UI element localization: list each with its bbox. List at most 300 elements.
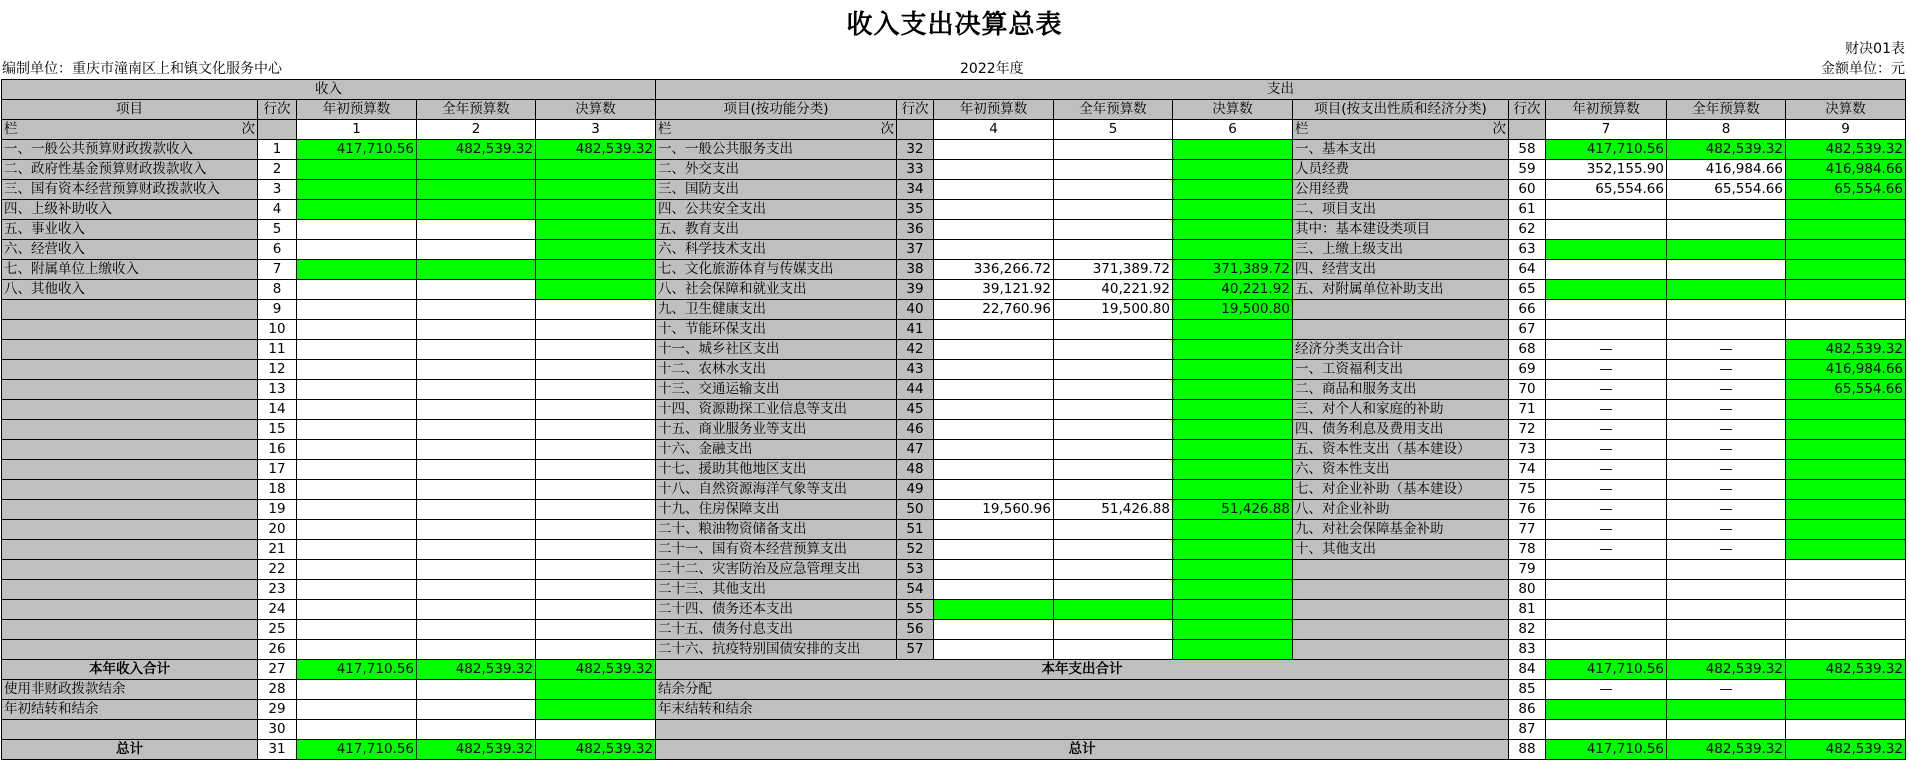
income-nianchu-value bbox=[297, 620, 417, 640]
ci-text: 次 bbox=[880, 121, 894, 137]
lan-text: 栏 bbox=[1295, 121, 1309, 137]
header-row-group bbox=[2, 80, 1906, 100]
econ-item-label: 一、基本支出 bbox=[1293, 140, 1509, 160]
func-nianchu-value: 19,560.96 bbox=[934, 500, 1054, 520]
income-quannian-value bbox=[417, 200, 536, 220]
econ-quannian-value: — bbox=[1667, 360, 1786, 380]
income-juesuan-value bbox=[536, 440, 656, 460]
econ-juesuan-value bbox=[1786, 460, 1906, 480]
func-juesuan-value bbox=[1173, 200, 1293, 220]
table-row bbox=[2, 640, 1906, 660]
income-item-label: 五、事业收入 bbox=[2, 220, 258, 240]
func-quannian-value bbox=[1054, 140, 1173, 160]
econ-quannian-value: 482,539.32 bbox=[1667, 140, 1786, 160]
econ-item-label: 十、其他支出 bbox=[1293, 540, 1509, 560]
econ-juesuan-value bbox=[1786, 600, 1906, 620]
income-juesuan-value bbox=[536, 640, 656, 660]
income-row-number: 15 bbox=[258, 420, 297, 440]
lan-text: 栏 bbox=[4, 121, 18, 137]
econ-quannian-value bbox=[1667, 220, 1786, 240]
func-item-label: 十五、商业服务业等支出 bbox=[656, 420, 897, 440]
income-item-label bbox=[2, 460, 258, 480]
func-nianchu-value bbox=[934, 460, 1054, 480]
income-juesuan-value: 482,539.32 bbox=[536, 140, 656, 160]
table-row bbox=[2, 540, 1906, 560]
func-juesuan-value bbox=[1173, 220, 1293, 240]
income-nianchu-value bbox=[297, 420, 417, 440]
fiscal-year: 2022年度 bbox=[960, 61, 1024, 77]
income-item-label bbox=[2, 300, 258, 320]
income-juesuan-value bbox=[536, 220, 656, 240]
income-row-number: 22 bbox=[258, 560, 297, 580]
econ-juesuan-value: 65,554.66 bbox=[1786, 180, 1906, 200]
func-item-label: 二十六、抗疫特别国债安排的支出 bbox=[656, 640, 897, 660]
income-nianchu-value bbox=[297, 340, 417, 360]
func-quannian-value bbox=[1054, 240, 1173, 260]
expense-item-label bbox=[656, 720, 1509, 740]
func-quannian-value bbox=[1054, 620, 1173, 640]
income-nianchu-value bbox=[297, 300, 417, 320]
expense-grand-nianchu: 417,710.56 bbox=[1546, 740, 1667, 760]
econ-juesuan-value bbox=[1786, 400, 1906, 420]
func-quannian-value: 40,221.92 bbox=[1054, 280, 1173, 300]
func-row-number: 33 bbox=[897, 160, 934, 180]
income-nianchu-value bbox=[297, 560, 417, 580]
econ-juesuan-value bbox=[1786, 580, 1906, 600]
col-juesuan: 决算数 bbox=[536, 100, 656, 120]
income-nianchu-value bbox=[297, 260, 417, 280]
header-row-lanci bbox=[2, 120, 1906, 140]
income-item-label bbox=[2, 500, 258, 520]
econ-nianchu-value: 352,155.90 bbox=[1546, 160, 1667, 180]
econ-row-number: 84 bbox=[1509, 660, 1546, 680]
income-row-number: 9 bbox=[258, 300, 297, 320]
income-item-label: 七、附属单位上缴收入 bbox=[2, 260, 258, 280]
income-row-number: 10 bbox=[258, 320, 297, 340]
func-nianchu-value bbox=[934, 540, 1054, 560]
table-row bbox=[2, 700, 1906, 720]
func-juesuan-value bbox=[1173, 600, 1293, 620]
func-item-label: 十九、住房保障支出 bbox=[656, 500, 897, 520]
income-item-label bbox=[2, 400, 258, 420]
income-nianchu-value bbox=[297, 520, 417, 540]
func-item-label: 七、文化旅游体育与传媒支出 bbox=[656, 260, 897, 280]
econ-item-label: 七、对企业补助（基本建设） bbox=[1293, 480, 1509, 500]
income-juesuan-value bbox=[536, 320, 656, 340]
income-nianchu-value: 417,710.56 bbox=[297, 140, 417, 160]
income-item-label bbox=[2, 620, 258, 640]
func-item-label: 二十五、债务付息支出 bbox=[656, 620, 897, 640]
econ-nianchu-value: — bbox=[1546, 340, 1667, 360]
func-item-label: 八、社会保障和就业支出 bbox=[656, 280, 897, 300]
ci-text: 次 bbox=[241, 121, 255, 137]
income-quannian-value bbox=[417, 440, 536, 460]
income-juesuan-value bbox=[536, 260, 656, 280]
func-nianchu-value bbox=[934, 320, 1054, 340]
econ-juesuan-value: 416,984.66 bbox=[1786, 360, 1906, 380]
func-quannian-value bbox=[1054, 380, 1173, 400]
income-juesuan-value bbox=[536, 160, 656, 180]
econ-nianchu-value: — bbox=[1546, 500, 1667, 520]
econ-item-label bbox=[1293, 640, 1509, 660]
income-total-row bbox=[2, 660, 1906, 680]
econ-row-number: 76 bbox=[1509, 500, 1546, 520]
income-row-number: 27 bbox=[258, 660, 297, 680]
income-nianchu-value bbox=[297, 240, 417, 260]
income-quannian-value bbox=[417, 520, 536, 540]
func-nianchu-value: 39,121.92 bbox=[934, 280, 1054, 300]
econ-item-label: 二、商品和服务支出 bbox=[1293, 380, 1509, 400]
func-juesuan-value: 51,426.88 bbox=[1173, 500, 1293, 520]
col-number: 5 bbox=[1054, 120, 1173, 140]
func-row-number: 56 bbox=[897, 620, 934, 640]
table-row bbox=[2, 220, 1906, 240]
econ-quannian-value: — bbox=[1667, 460, 1786, 480]
func-nianchu-value bbox=[934, 240, 1054, 260]
income-quannian-value bbox=[417, 360, 536, 380]
income-row-number: 11 bbox=[258, 340, 297, 360]
func-row-number: 57 bbox=[897, 640, 934, 660]
econ-row-number: 64 bbox=[1509, 260, 1546, 280]
econ-row-number: 85 bbox=[1509, 680, 1546, 700]
econ-item-label: 三、对个人和家庭的补助 bbox=[1293, 400, 1509, 420]
income-juesuan-value bbox=[536, 540, 656, 560]
econ-item-label bbox=[1293, 580, 1509, 600]
income-grand-juesuan: 482,539.32 bbox=[536, 740, 656, 760]
econ-nianchu-value bbox=[1546, 600, 1667, 620]
econ-quannian-value: 65,554.66 bbox=[1667, 180, 1786, 200]
func-juesuan-value bbox=[1173, 340, 1293, 360]
func-row-number: 52 bbox=[897, 540, 934, 560]
col-number: 2 bbox=[417, 120, 536, 140]
econ-quannian-value: — bbox=[1667, 400, 1786, 420]
income-nianchu-value bbox=[297, 540, 417, 560]
income-nianchu-value bbox=[297, 180, 417, 200]
func-row-number: 39 bbox=[897, 280, 934, 300]
income-nianchu-value bbox=[297, 400, 417, 420]
func-nianchu-value bbox=[934, 520, 1054, 540]
func-juesuan-value bbox=[1173, 440, 1293, 460]
func-quannian-value: 19,500.80 bbox=[1054, 300, 1173, 320]
income-juesuan-value bbox=[536, 180, 656, 200]
econ-juesuan-value bbox=[1786, 540, 1906, 560]
econ-item-label: 六、资本性支出 bbox=[1293, 460, 1509, 480]
income-header: 收入 bbox=[2, 80, 656, 100]
func-nianchu-value bbox=[934, 380, 1054, 400]
econ-quannian-value: — bbox=[1667, 500, 1786, 520]
econ-row-number: 78 bbox=[1509, 540, 1546, 560]
income-item-label: 四、上级补助收入 bbox=[2, 200, 258, 220]
econ-item-label: 公用经费 bbox=[1293, 180, 1509, 200]
func-juesuan-value bbox=[1173, 620, 1293, 640]
income-row-number: 12 bbox=[258, 360, 297, 380]
func-nianchu-value bbox=[934, 200, 1054, 220]
func-juesuan-value: 40,221.92 bbox=[1173, 280, 1293, 300]
func-quannian-value bbox=[1054, 180, 1173, 200]
func-row-number: 41 bbox=[897, 320, 934, 340]
func-quannian-value bbox=[1054, 580, 1173, 600]
income-juesuan-value bbox=[536, 500, 656, 520]
func-quannian-value bbox=[1054, 560, 1173, 580]
col-number: 1 bbox=[297, 120, 417, 140]
income-row-number: 19 bbox=[258, 500, 297, 520]
func-row-number: 53 bbox=[897, 560, 934, 580]
econ-item-label: 四、经营支出 bbox=[1293, 260, 1509, 280]
income-total-quannian: 482,539.32 bbox=[417, 660, 536, 680]
table-row bbox=[2, 340, 1906, 360]
func-item-label: 二十四、债务还本支出 bbox=[656, 600, 897, 620]
table-row bbox=[2, 260, 1906, 280]
income-row-number: 28 bbox=[258, 680, 297, 700]
col-quannian: 全年预算数 bbox=[1054, 100, 1173, 120]
econ-quannian-value: — bbox=[1667, 680, 1786, 700]
income-quannian-value bbox=[417, 320, 536, 340]
income-juesuan-value bbox=[536, 340, 656, 360]
table-row bbox=[2, 200, 1906, 220]
income-item-label bbox=[2, 320, 258, 340]
econ-quannian-value bbox=[1667, 320, 1786, 340]
func-row-number: 48 bbox=[897, 460, 934, 480]
func-juesuan-value bbox=[1173, 160, 1293, 180]
func-juesuan-value bbox=[1173, 480, 1293, 500]
income-nianchu-value bbox=[297, 600, 417, 620]
income-quannian-value bbox=[417, 700, 536, 720]
econ-quannian-value bbox=[1667, 560, 1786, 580]
func-item-label: 九、卫生健康支出 bbox=[656, 300, 897, 320]
econ-quannian-value: — bbox=[1667, 340, 1786, 360]
econ-item-label: 四、债务利息及费用支出 bbox=[1293, 420, 1509, 440]
func-row-number: 35 bbox=[897, 200, 934, 220]
func-quannian-value bbox=[1054, 420, 1173, 440]
table-row bbox=[2, 400, 1906, 420]
econ-item-label: 人员经费 bbox=[1293, 160, 1509, 180]
table-row bbox=[2, 680, 1906, 700]
econ-item-label: 五、对附属单位补助支出 bbox=[1293, 280, 1509, 300]
income-quannian-value bbox=[417, 280, 536, 300]
econ-item-label: 三、上缴上级支出 bbox=[1293, 240, 1509, 260]
econ-item-label bbox=[1293, 620, 1509, 640]
income-row-number: 13 bbox=[258, 380, 297, 400]
econ-nianchu-value bbox=[1546, 260, 1667, 280]
income-grand-nianchu: 417,710.56 bbox=[297, 740, 417, 760]
income-quannian-value bbox=[417, 560, 536, 580]
income-juesuan-value bbox=[536, 300, 656, 320]
econ-nianchu-value: — bbox=[1546, 380, 1667, 400]
income-grand-total-label: 总计 bbox=[2, 740, 258, 760]
income-quannian-value bbox=[417, 720, 536, 740]
econ-row-number: 73 bbox=[1509, 440, 1546, 460]
table-row bbox=[2, 500, 1906, 520]
func-item-label: 十六、金融支出 bbox=[656, 440, 897, 460]
func-nianchu-value bbox=[934, 640, 1054, 660]
col-hangci: 行次 bbox=[1509, 100, 1546, 120]
func-nianchu-value bbox=[934, 580, 1054, 600]
income-item-label bbox=[2, 720, 258, 740]
income-juesuan-value bbox=[536, 560, 656, 580]
econ-juesuan-value bbox=[1786, 280, 1906, 300]
econ-nianchu-value bbox=[1546, 300, 1667, 320]
econ-quannian-value bbox=[1667, 280, 1786, 300]
func-row-number: 38 bbox=[897, 260, 934, 280]
expense-item-label: 年末结转和结余 bbox=[656, 700, 1509, 720]
expense-total-juesuan: 482,539.32 bbox=[1786, 660, 1906, 680]
amount-unit: 金额单位：元 bbox=[1821, 61, 1905, 77]
econ-juesuan-value bbox=[1786, 240, 1906, 260]
func-item-label: 五、教育支出 bbox=[656, 220, 897, 240]
econ-quannian-value: — bbox=[1667, 420, 1786, 440]
expense-item-label: 结余分配 bbox=[656, 680, 1509, 700]
econ-item-label: 一、工资福利支出 bbox=[1293, 360, 1509, 380]
econ-row-number: 59 bbox=[1509, 160, 1546, 180]
func-row-number: 40 bbox=[897, 300, 934, 320]
header-row-columns bbox=[2, 100, 1906, 120]
lanci-label bbox=[2, 120, 258, 140]
econ-nianchu-value: 417,710.56 bbox=[1546, 140, 1667, 160]
func-row-number: 47 bbox=[897, 440, 934, 460]
col-item: 项目 bbox=[2, 100, 258, 120]
income-item-label bbox=[2, 420, 258, 440]
income-row-number: 25 bbox=[258, 620, 297, 640]
income-juesuan-value bbox=[536, 240, 656, 260]
income-juesuan-value bbox=[536, 400, 656, 420]
income-quannian-value bbox=[417, 460, 536, 480]
econ-item-label: 经济分类支出合计 bbox=[1293, 340, 1509, 360]
func-row-number: 50 bbox=[897, 500, 934, 520]
income-quannian-value bbox=[417, 620, 536, 640]
lanci-empty bbox=[258, 120, 297, 140]
grand-total-row bbox=[2, 740, 1906, 760]
income-juesuan-value bbox=[536, 720, 656, 740]
func-row-number: 55 bbox=[897, 600, 934, 620]
income-quannian-value bbox=[417, 220, 536, 240]
econ-row-number: 83 bbox=[1509, 640, 1546, 660]
econ-nianchu-value: — bbox=[1546, 360, 1667, 380]
econ-nianchu-value: — bbox=[1546, 540, 1667, 560]
func-item-label: 二十一、国有资本经营预算支出 bbox=[656, 540, 897, 560]
func-item-label: 十三、交通运输支出 bbox=[656, 380, 897, 400]
income-quannian-value bbox=[417, 240, 536, 260]
income-row-number: 30 bbox=[258, 720, 297, 740]
func-quannian-value bbox=[1054, 480, 1173, 500]
econ-juesuan-value bbox=[1786, 320, 1906, 340]
econ-row-number: 77 bbox=[1509, 520, 1546, 540]
econ-quannian-value bbox=[1667, 580, 1786, 600]
func-item-label: 十二、农林水支出 bbox=[656, 360, 897, 380]
func-nianchu-value bbox=[934, 560, 1054, 580]
income-row-number: 6 bbox=[258, 240, 297, 260]
econ-row-number: 65 bbox=[1509, 280, 1546, 300]
econ-row-number: 70 bbox=[1509, 380, 1546, 400]
col-econ-item: 项目(按支出性质和经济分类) bbox=[1293, 100, 1509, 120]
table-row bbox=[2, 140, 1906, 160]
income-quannian-value bbox=[417, 260, 536, 280]
col-juesuan: 决算数 bbox=[1173, 100, 1293, 120]
econ-juesuan-value: 482,539.32 bbox=[1786, 340, 1906, 360]
income-nianchu-value bbox=[297, 380, 417, 400]
econ-row-number: 68 bbox=[1509, 340, 1546, 360]
income-juesuan-value bbox=[536, 360, 656, 380]
income-total-nianchu: 417,710.56 bbox=[297, 660, 417, 680]
income-row-number: 3 bbox=[258, 180, 297, 200]
econ-quannian-value: — bbox=[1667, 380, 1786, 400]
table-row bbox=[2, 360, 1906, 380]
econ-nianchu-value bbox=[1546, 200, 1667, 220]
func-item-label: 十四、资源勘探工业信息等支出 bbox=[656, 400, 897, 420]
econ-row-number: 72 bbox=[1509, 420, 1546, 440]
econ-juesuan-value bbox=[1786, 200, 1906, 220]
table-row bbox=[2, 440, 1906, 460]
econ-nianchu-value: — bbox=[1546, 520, 1667, 540]
income-nianchu-value bbox=[297, 640, 417, 660]
func-item-label: 二十二、灾害防治及应急管理支出 bbox=[656, 560, 897, 580]
func-item-label: 四、公共安全支出 bbox=[656, 200, 897, 220]
income-nianchu-value bbox=[297, 680, 417, 700]
econ-quannian-value bbox=[1667, 300, 1786, 320]
econ-item-label bbox=[1293, 300, 1509, 320]
income-row-number: 7 bbox=[258, 260, 297, 280]
econ-item-label: 九、对社会保障基金补助 bbox=[1293, 520, 1509, 540]
func-nianchu-value bbox=[934, 180, 1054, 200]
func-quannian-value bbox=[1054, 360, 1173, 380]
income-item-label bbox=[2, 340, 258, 360]
econ-juesuan-value bbox=[1786, 620, 1906, 640]
econ-row-number: 67 bbox=[1509, 320, 1546, 340]
econ-juesuan-value bbox=[1786, 480, 1906, 500]
table-row bbox=[2, 520, 1906, 540]
income-juesuan-value bbox=[536, 600, 656, 620]
income-quannian-value bbox=[417, 600, 536, 620]
income-item-label bbox=[2, 380, 258, 400]
income-row-number: 5 bbox=[258, 220, 297, 240]
table-row bbox=[2, 580, 1906, 600]
income-row-number: 18 bbox=[258, 480, 297, 500]
income-quannian-value bbox=[417, 380, 536, 400]
func-quannian-value bbox=[1054, 540, 1173, 560]
income-nianchu-value bbox=[297, 480, 417, 500]
form-number: 财决01表 bbox=[1845, 41, 1905, 57]
func-row-number: 43 bbox=[897, 360, 934, 380]
col-number: 7 bbox=[1546, 120, 1667, 140]
func-item-label: 二十、粮油物资储备支出 bbox=[656, 520, 897, 540]
func-item-label: 十一、城乡社区支出 bbox=[656, 340, 897, 360]
table-row bbox=[2, 320, 1906, 340]
econ-quannian-value bbox=[1667, 240, 1786, 260]
func-nianchu-value bbox=[934, 220, 1054, 240]
col-number: 9 bbox=[1786, 120, 1906, 140]
econ-quannian-value bbox=[1667, 620, 1786, 640]
income-item-label: 八、其他收入 bbox=[2, 280, 258, 300]
income-item-label: 三、国有资本经营预算财政拨款收入 bbox=[2, 180, 258, 200]
econ-row-number: 79 bbox=[1509, 560, 1546, 580]
func-quannian-value bbox=[1054, 160, 1173, 180]
func-nianchu-value bbox=[934, 620, 1054, 640]
income-quannian-value bbox=[417, 540, 536, 560]
col-number: 4 bbox=[934, 120, 1054, 140]
func-juesuan-value bbox=[1173, 380, 1293, 400]
income-nianchu-value bbox=[297, 460, 417, 480]
econ-nianchu-value bbox=[1546, 320, 1667, 340]
income-nianchu-value bbox=[297, 720, 417, 740]
econ-row-number: 88 bbox=[1509, 740, 1546, 760]
col-nianchu: 年初预算数 bbox=[1546, 100, 1667, 120]
table-row bbox=[2, 420, 1906, 440]
econ-nianchu-value bbox=[1546, 720, 1667, 740]
income-total-label: 本年收入合计 bbox=[2, 660, 258, 680]
econ-row-number: 58 bbox=[1509, 140, 1546, 160]
table-row bbox=[2, 720, 1906, 740]
income-quannian-value bbox=[417, 580, 536, 600]
func-quannian-value: 51,426.88 bbox=[1054, 500, 1173, 520]
